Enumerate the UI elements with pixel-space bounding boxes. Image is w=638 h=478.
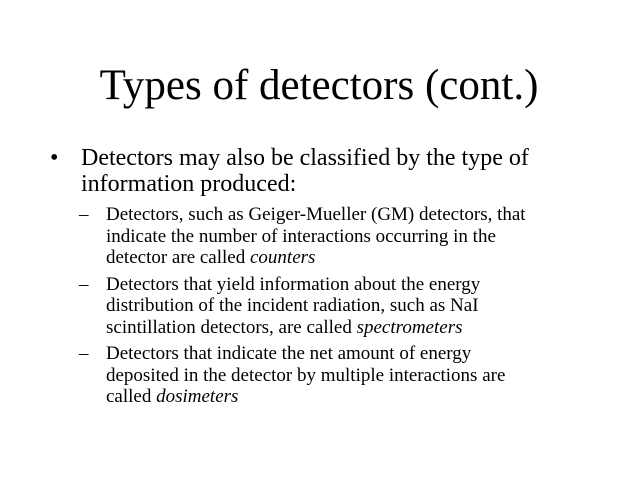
sub-bullet-line: Detectors that indicate the net amount of energy (106, 343, 472, 364)
sub-bullet-line: distribution of the incident radiation, such as NaI (106, 295, 479, 316)
sub-bullet-text: scintillation detectors, are called (106, 316, 357, 338)
sub-bullet-text: detector are called (106, 247, 250, 268)
bullet-marker: • (50, 145, 59, 171)
sub-bullet-item (50, 204, 610, 269)
sub-bullet-line: deposited in the detector by multiple interactions are (106, 364, 506, 386)
sub-bullet-line (106, 247, 610, 269)
dash-marker: – (79, 273, 89, 295)
emphasized-term: dosimeters (156, 386, 239, 407)
sub-bullet-line: indicate the number of interactions occurring in the (106, 225, 496, 247)
sub-bullet-text: called (106, 386, 157, 407)
sub-bullet-line: Detectors that yield information about the energy (106, 273, 481, 295)
slide-title: Types of detectors (cont.) (99, 62, 539, 109)
dash-marker: – (79, 204, 89, 225)
bullet-text-line: information produced: (81, 171, 297, 197)
dash-marker: – (79, 343, 89, 364)
sub-bullet-list (50, 204, 610, 408)
emphasized-term: spectrometers (356, 316, 463, 338)
bullet-text-line: Detectors may also be classified by the type of (81, 145, 529, 171)
sub-bullet-line: Detectors, such as Geiger-Mueller (GM) detectors, that (106, 204, 526, 225)
bullet-item (50, 145, 610, 197)
sub-bullet-item (50, 343, 610, 408)
bullet-list (50, 145, 610, 413)
emphasized-term: counters (249, 247, 316, 268)
sub-bullet-item (50, 274, 610, 339)
sub-bullet-line (106, 317, 610, 339)
sub-bullet-line (106, 386, 610, 408)
